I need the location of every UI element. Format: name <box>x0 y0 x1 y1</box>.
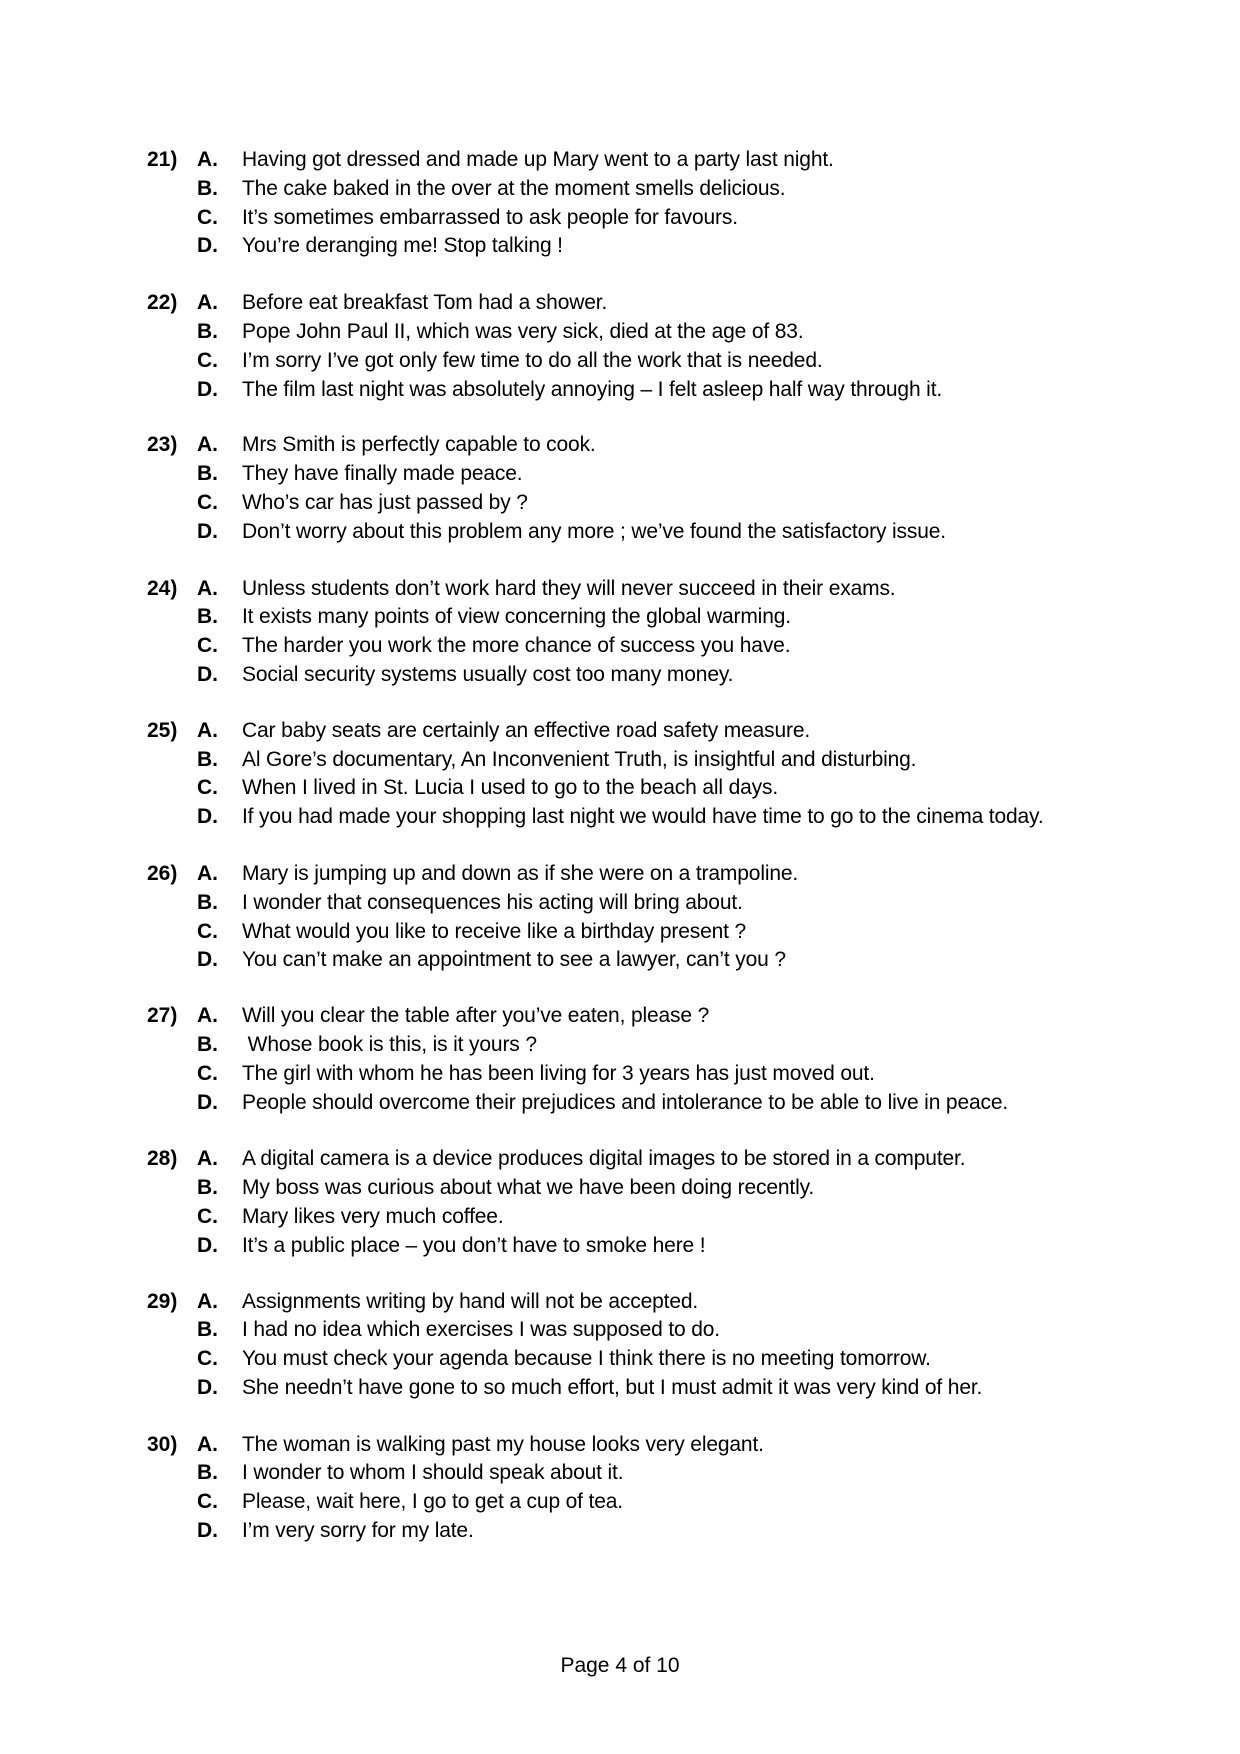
option-text: If you had made your shopping last night we would have time to go to the cinema today. <box>242 805 1044 829</box>
option-text: Social security systems usually cost too many money. <box>242 662 734 686</box>
option-letter: A. <box>197 576 218 600</box>
answer-option <box>147 175 1147 204</box>
question-number: 28) <box>147 1147 178 1171</box>
answer-option <box>147 1288 1147 1317</box>
option-letter: D. <box>197 1519 218 1543</box>
question-25 <box>147 717 1147 832</box>
answer-option <box>147 918 1147 947</box>
answer-option <box>147 803 1147 832</box>
answer-option <box>147 603 1147 632</box>
option-text: You’re deranging me! Stop talking ! <box>242 234 563 258</box>
option-letter: B. <box>197 1318 218 1342</box>
answer-option <box>147 1203 1147 1232</box>
answer-option <box>147 1374 1147 1403</box>
option-text: I’m sorry I’ve got only few time to do all the work that is needed. <box>242 348 823 372</box>
option-text: I’m very sorry for my late. <box>242 1519 474 1543</box>
answer-option <box>147 1345 1147 1374</box>
option-text: Mary likes very much coffee. <box>242 1204 504 1228</box>
option-letter: D. <box>197 377 218 401</box>
question-21 <box>147 146 1147 261</box>
option-letter: A. <box>197 433 218 457</box>
option-text: The woman is walking past my house looks very elegant. <box>242 1432 764 1456</box>
option-letter: B. <box>197 1176 218 1200</box>
answer-option <box>147 347 1147 376</box>
option-text: The cake baked in the over at the moment smells delicious. <box>242 176 786 200</box>
page-number-footer: Page 4 of 10 <box>560 1654 680 1677</box>
option-text: Don’t worry about this problem any more ; we’ve found the satisfactory issue. <box>242 519 946 543</box>
question-22 <box>147 289 1147 404</box>
answer-option <box>147 1459 1147 1488</box>
question-26 <box>147 860 1147 975</box>
option-letter: A. <box>197 1289 218 1313</box>
option-letter: B. <box>197 176 218 200</box>
option-text: You can’t make an appointment to see a lawyer, can’t you ? <box>242 948 786 972</box>
option-text: Pope John Paul II, which was very sick, died at the age of 83. <box>242 319 804 343</box>
option-text: It’s sometimes embarrassed to ask people for favours. <box>242 205 738 229</box>
option-letter: D. <box>197 519 218 543</box>
question-27 <box>147 1002 1147 1117</box>
option-letter: C. <box>197 1490 218 1514</box>
answer-option <box>147 860 1147 889</box>
question-number: 22) <box>147 291 178 315</box>
option-letter: C. <box>197 348 218 372</box>
option-text: Assignments writing by hand will not be accepted. <box>242 1289 699 1313</box>
option-letter: B. <box>197 462 218 486</box>
question-30 <box>147 1431 1147 1546</box>
option-letter: D. <box>197 234 218 258</box>
answer-option <box>147 1488 1147 1517</box>
answer-option <box>147 746 1147 775</box>
answer-option <box>147 1060 1147 1089</box>
answer-option <box>147 431 1147 460</box>
answer-option <box>147 318 1147 347</box>
option-text: Mary is jumping up and down as if she were on a trampoline. <box>242 861 799 885</box>
option-letter: D. <box>197 1090 218 1114</box>
question-number: 21) <box>147 148 178 171</box>
answer-option <box>147 1174 1147 1203</box>
option-text: Please, wait here, I go to get a cup of tea. <box>242 1490 623 1514</box>
question-24 <box>147 575 1147 690</box>
answer-option <box>147 146 1147 175</box>
option-letter: C. <box>197 1061 218 1085</box>
question-number: 23) <box>147 433 178 457</box>
option-letter: C. <box>197 1204 218 1228</box>
answer-option <box>147 1431 1147 1460</box>
option-text: What would you like to receive like a birthday present ? <box>242 919 747 943</box>
answer-option <box>147 717 1147 746</box>
option-letter: A. <box>197 1004 218 1028</box>
answer-option <box>147 232 1147 261</box>
answer-option <box>147 632 1147 661</box>
option-letter: D. <box>197 662 218 686</box>
option-letter: A. <box>197 148 218 171</box>
option-text: I wonder that consequences his acting will bring about. <box>242 890 743 914</box>
option-letter: A. <box>197 718 218 742</box>
question-list <box>147 146 1147 1573</box>
answer-option <box>147 1145 1147 1174</box>
answer-option <box>147 1031 1147 1060</box>
option-text: The harder you work the more chance of success you have. <box>242 634 791 658</box>
option-letter: C. <box>197 490 218 514</box>
option-text: My boss was curious about what we have been doing recently. <box>242 1176 815 1200</box>
option-text: They have finally made peace. <box>242 462 523 486</box>
option-letter: B. <box>197 1032 218 1056</box>
option-text: Who’s car has just passed by ? <box>242 490 528 514</box>
answer-option <box>147 1002 1147 1031</box>
option-text: I had no idea which exercises I was supposed to do. <box>242 1318 720 1342</box>
option-text: Al Gore’s documentary, An Inconvenient Truth, is insightful and disturbing. <box>242 747 917 771</box>
option-letter: D. <box>197 948 218 972</box>
question-23 <box>147 431 1147 546</box>
option-letter: D. <box>197 1233 218 1257</box>
option-letter: A. <box>197 291 218 315</box>
option-letter: B. <box>197 319 218 343</box>
option-text: She needn’t have gone to so much effort, but I must admit it was very kind of her. <box>242 1375 983 1399</box>
option-letter: C. <box>197 634 218 658</box>
option-text: Car baby seats are certainly an effective road safety measure. <box>242 718 811 742</box>
answer-option <box>147 1517 1147 1546</box>
option-text: When I lived in St. Lucia I used to go to the beach all days. <box>242 776 779 800</box>
answer-option <box>147 1089 1147 1118</box>
question-29 <box>147 1288 1147 1403</box>
option-letter: D. <box>197 1375 218 1399</box>
question-number: 30) <box>147 1432 178 1456</box>
option-letter: B. <box>197 605 218 629</box>
question-number: 24) <box>147 576 178 600</box>
answer-option <box>147 289 1147 318</box>
question-number: 26) <box>147 861 178 885</box>
answer-option <box>147 774 1147 803</box>
option-letter: B. <box>197 747 218 771</box>
answer-option <box>147 889 1147 918</box>
option-letter: C. <box>197 205 218 229</box>
option-letter: C. <box>197 1347 218 1371</box>
option-text: Mrs Smith is perfectly capable to cook. <box>242 433 596 457</box>
question-28 <box>147 1145 1147 1260</box>
option-text: You must check your agenda because I think there is no meeting tomorrow. <box>242 1347 931 1371</box>
question-number: 27) <box>147 1004 178 1028</box>
option-text: Will you clear the table after you’ve eaten, please ? <box>242 1004 710 1028</box>
option-letter: C. <box>197 776 218 800</box>
answer-option <box>147 1232 1147 1261</box>
option-text: Whose book is this, is it yours ? <box>242 1032 537 1056</box>
answer-option <box>147 575 1147 604</box>
answer-option <box>147 946 1147 975</box>
option-letter: A. <box>197 861 218 885</box>
option-text: The girl with whom he has been living for 3 years has just moved out. <box>242 1061 875 1085</box>
option-text: Before eat breakfast Tom had a shower. <box>242 291 608 315</box>
option-text: A digital camera is a device produces digital images to be stored in a computer. <box>242 1147 966 1171</box>
option-letter: B. <box>197 890 218 914</box>
question-number: 25) <box>147 718 178 742</box>
option-text: I wonder to whom I should speak about it. <box>242 1461 624 1485</box>
answer-option <box>147 204 1147 233</box>
question-number: 29) <box>147 1289 178 1313</box>
answer-option <box>147 460 1147 489</box>
option-text: Having got dressed and made up Mary went to a party last night. <box>242 148 834 171</box>
option-letter: C. <box>197 919 218 943</box>
answer-option <box>147 376 1147 405</box>
option-text: People should overcome their prejudices and intolerance to be able to live in peace. <box>242 1090 1009 1114</box>
option-letter: D. <box>197 805 218 829</box>
option-text: It’s a public place – you don’t have to smoke here ! <box>242 1233 706 1257</box>
option-letter: A. <box>197 1147 218 1171</box>
option-text: It exists many points of view concerning the global warming. <box>242 605 791 629</box>
option-text: The film last night was absolutely annoying – I felt asleep half way through it. <box>242 377 943 401</box>
answer-option <box>147 1316 1147 1345</box>
option-letter: B. <box>197 1461 218 1485</box>
answer-option <box>147 518 1147 547</box>
answer-option <box>147 661 1147 690</box>
option-letter: A. <box>197 1432 218 1456</box>
option-text: Unless students don’t work hard they will never succeed in their exams. <box>242 576 896 600</box>
answer-option <box>147 489 1147 518</box>
